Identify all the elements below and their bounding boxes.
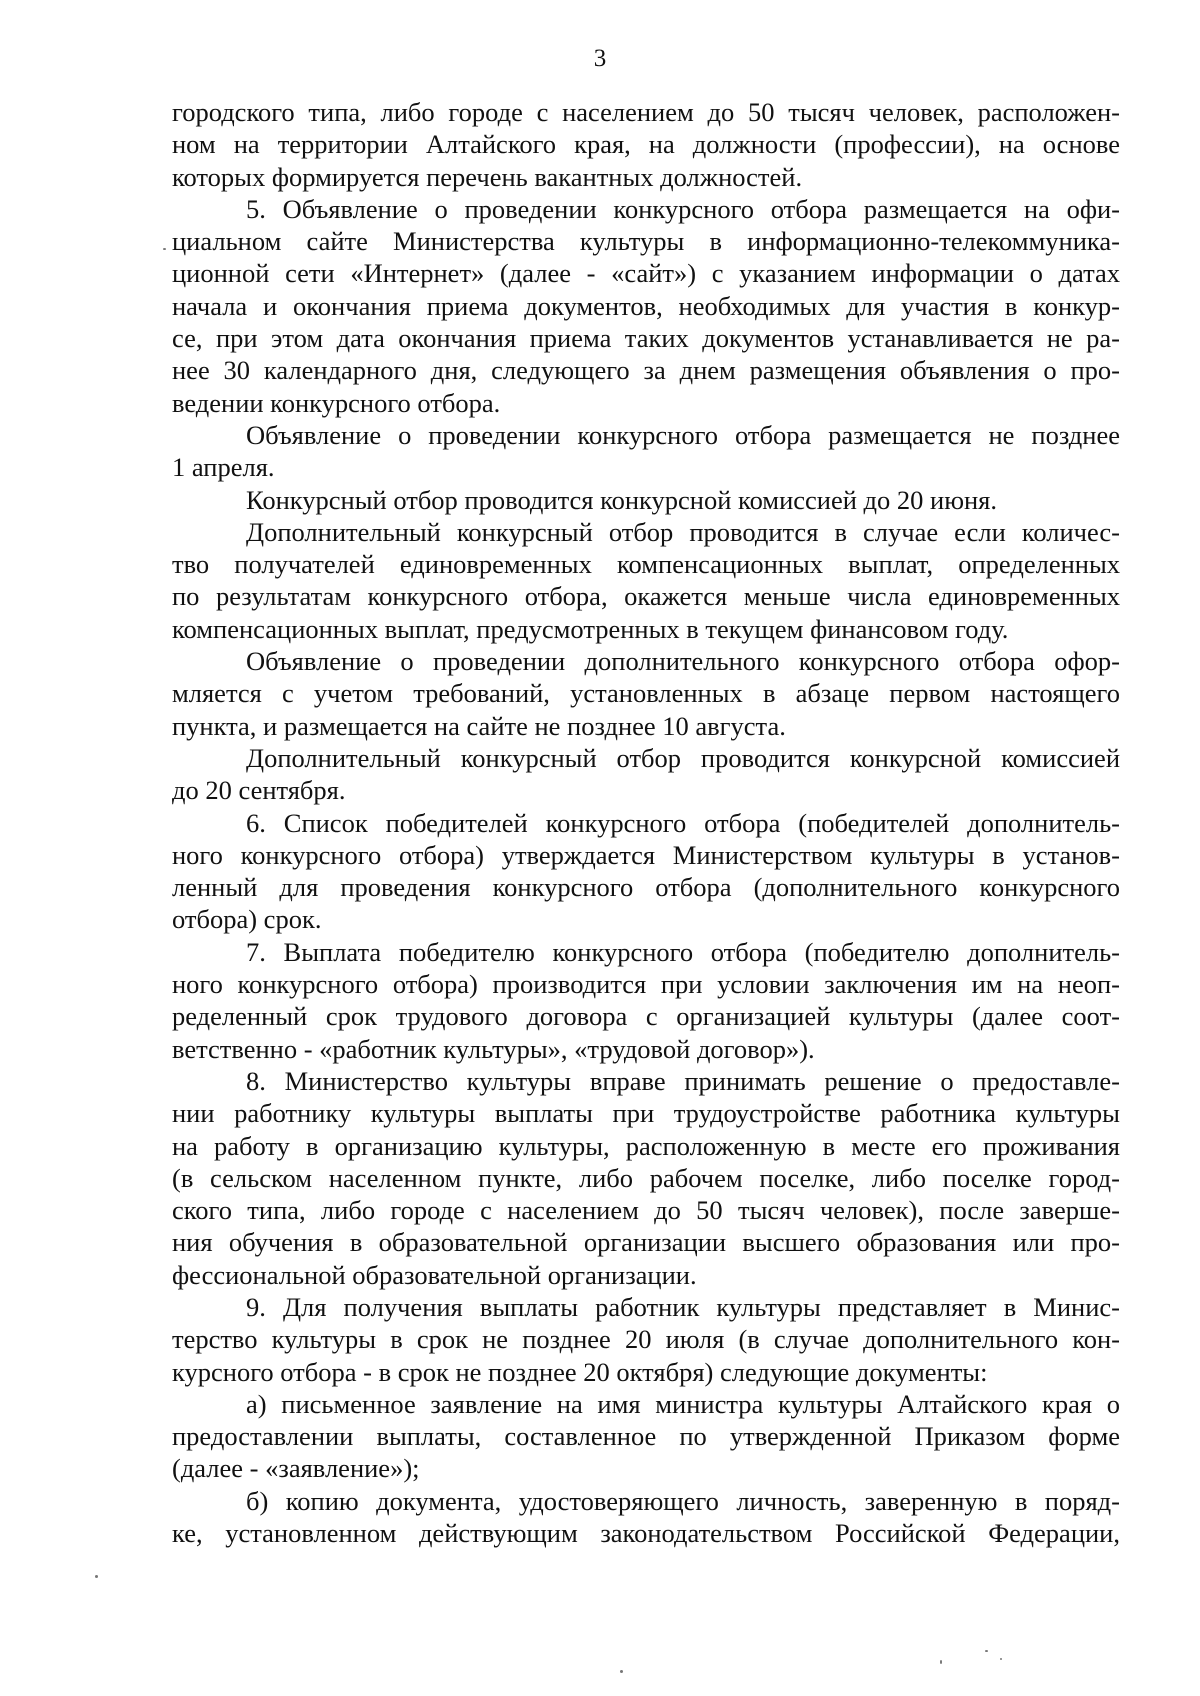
text-line: се, при этом дата окончания приема таких документов устанавливается не ра- bbox=[172, 323, 1120, 354]
text-line: ветственно - «работник культуры», «трудовой договор»). bbox=[172, 1033, 815, 1064]
text-line: Объявление о проведении дополнительного конкурсного отбора офор- bbox=[246, 646, 1120, 677]
text-line: фессиональной образовательной организации. bbox=[172, 1259, 697, 1290]
text-line: Дополнительный конкурсный отбор проводится в случае если количес- bbox=[246, 516, 1120, 547]
text-line: ного конкурсного отбора) производится при условии заключения им на неоп- bbox=[172, 969, 1120, 1000]
text-line: ского типа, либо городе с населением до 50 тысяч человек), после заверше- bbox=[172, 1195, 1120, 1226]
page-number: 3 bbox=[593, 45, 607, 72]
scan-speck bbox=[1000, 1658, 1002, 1660]
text-line: нии работнику культуры выплаты при трудоустройстве работника культуры bbox=[172, 1098, 1120, 1129]
text-line: ределенный срок трудового договора с организацией культуры (далее соот- bbox=[172, 1001, 1120, 1032]
text-line: городского типа, либо городе с населением до 50 тысяч человек, расположен- bbox=[172, 97, 1120, 127]
text-line: терство культуры в срок не позднее 20 июля (в случае дополнительного кон- bbox=[172, 1324, 1120, 1355]
document-body bbox=[172, 96, 1120, 1549]
scan-speck bbox=[985, 1650, 988, 1652]
text-line: ном на территории Алтайского края, на должности (профессии), на основе bbox=[172, 129, 1120, 160]
text-line: ния обучения в образовательной организации высшего образования или про- bbox=[172, 1227, 1120, 1258]
text-line: предоставлении выплаты, составленное по утвержденной Приказом форме bbox=[172, 1421, 1120, 1452]
text-line: (в сельском населенном пункте, либо рабочем поселке, либо поселке город- bbox=[172, 1162, 1120, 1193]
text-line: 7. Выплата победителю конкурсного отбора (победителю дополнитель- bbox=[246, 936, 1120, 967]
scan-speck bbox=[940, 1660, 942, 1664]
scan-speck bbox=[620, 1670, 623, 1673]
text-line: которых формируется перечень вакантных должностей. bbox=[172, 161, 803, 192]
text-line: 8. Министерство культуры вправе принимать решение о предоставле- bbox=[246, 1065, 1120, 1096]
text-line: 6. Список победителей конкурсного отбора (победителей дополнитель- bbox=[246, 807, 1120, 838]
text-line: Дополнительный конкурсный отбор проводится конкурсной комиссией bbox=[246, 742, 1120, 773]
text-line: на работу в организацию культуры, расположенную в месте его проживания bbox=[172, 1130, 1120, 1161]
text-line: 9. Для получения выплаты работник культуры представляет в Минис- bbox=[246, 1291, 1120, 1322]
text-line: циальном сайте Министерства культуры в информационно-телекоммуника- bbox=[172, 226, 1120, 257]
text-line: Конкурсный отбор проводится конкурсной комиссией до 20 июня. bbox=[246, 484, 997, 515]
text-line: нее 30 календарного дня, следующего за днем размещения объявления о про- bbox=[172, 355, 1120, 386]
text-line: начала и окончания приема документов, необходимых для участия в конкур- bbox=[172, 290, 1120, 321]
text-line: мляется с учетом требований, установленных в абзаце первом настоящего bbox=[172, 678, 1120, 709]
text-line: до 20 сентября. bbox=[172, 775, 346, 806]
text-line: 1 апреля. bbox=[172, 452, 275, 483]
text-line: курсного отбора - в срок не позднее 20 октября) следующие документы: bbox=[172, 1356, 988, 1387]
text-line: (далее - «заявление»); bbox=[172, 1453, 420, 1484]
text-line: а) письменное заявление на имя министра культуры Алтайского края о bbox=[246, 1388, 1120, 1419]
text-line: ционной сети «Интернет» (далее - «сайт») с указанием информации о датах bbox=[172, 258, 1120, 289]
text-line: компенсационных выплат, предусмотренных в текущем финансовом году. bbox=[172, 613, 1009, 644]
text-line: ке, установленном действующим законодательством Российской Федерации, bbox=[172, 1518, 1120, 1549]
text-line: Объявление о проведении конкурсного отбора размещается не позднее bbox=[246, 419, 1120, 450]
text-line: ведении конкурсного отбора. bbox=[172, 387, 501, 418]
scan-speck bbox=[95, 1575, 98, 1578]
text-line: отбора) срок. bbox=[172, 904, 322, 935]
text-line: б) копию документа, удостоверяющего личность, заверенную в поряд- bbox=[246, 1485, 1120, 1516]
scan-speck bbox=[163, 248, 166, 250]
text-line: по результатам конкурсного отбора, окажется меньше числа единовременных bbox=[172, 581, 1120, 612]
text-line: 5. Объявление о проведении конкурсного отбора размещается на офи- bbox=[246, 193, 1120, 224]
text-line: тво получателей единовременных компенсационных выплат, определенных bbox=[172, 549, 1120, 580]
text-line: ного конкурсного отбора) утверждается Министерством культуры в установ- bbox=[172, 839, 1120, 870]
text-line: пункта, и размещается на сайте не позднее 10 августа. bbox=[172, 710, 786, 741]
text-line: ленный для проведения конкурсного отбора (дополнительного конкурсного bbox=[172, 872, 1120, 903]
